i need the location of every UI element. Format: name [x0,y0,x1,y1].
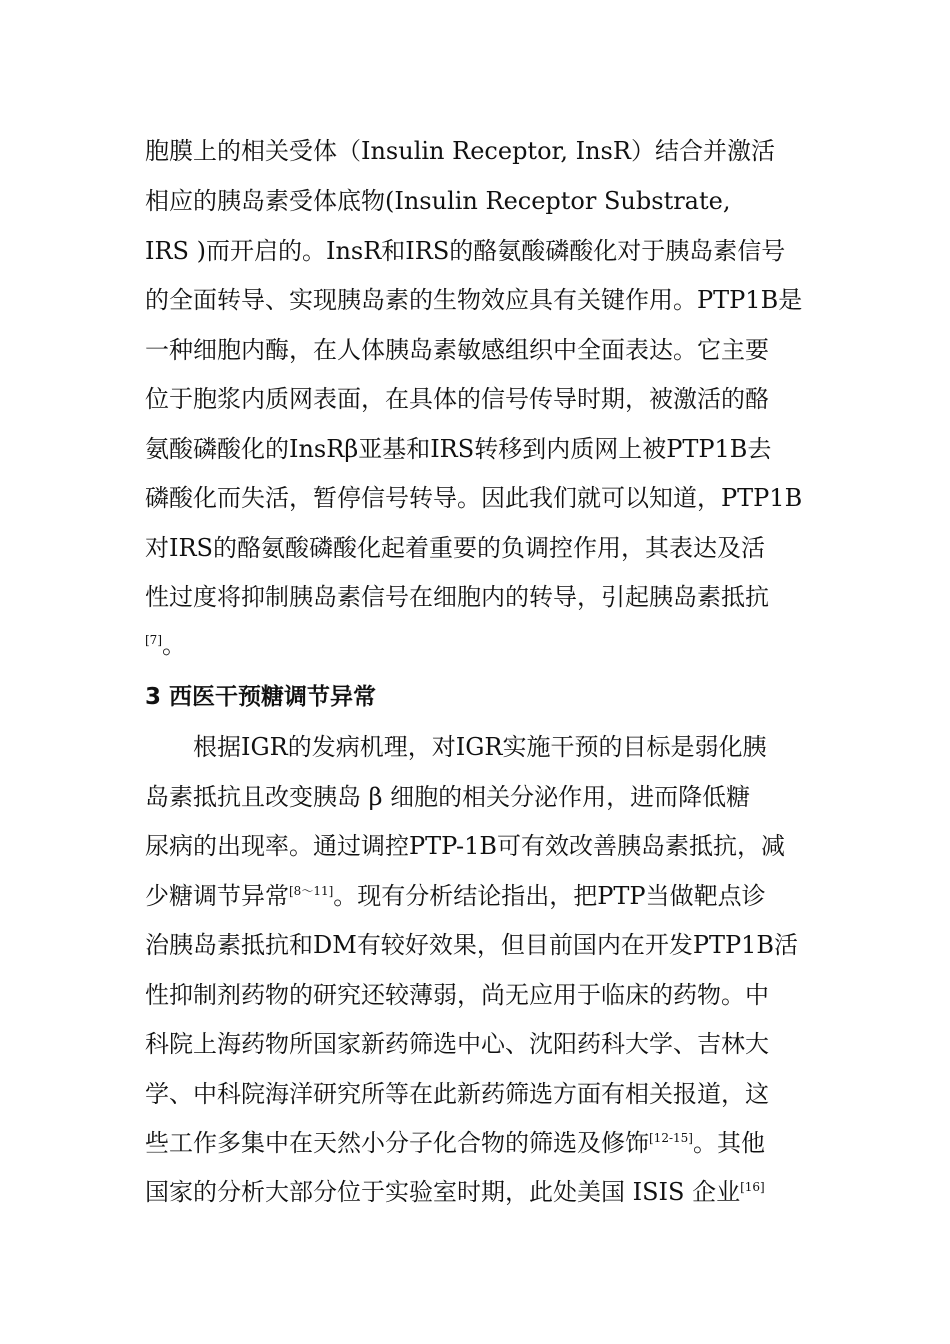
text-fragment: 。其他 [692,1129,765,1157]
text-line: 岛素抵抗且改变胰岛 β 细胞的相关分泌作用，进而降低糖 [145,783,751,811]
text-fragment: 。现有分析结论指出，把PTP当做靶点诊 [333,882,766,910]
text-fragment: 些工作多集中在天然小分子化合物的筛选及修饰 [145,1129,649,1157]
text-line: 一种细胞内酶，在人体胰岛素敏感组织中全面表达。它主要 [145,336,769,364]
text-line: IRS )而开启的。InsR和IRS的酪氨酸磷酸化对于胰岛素信号 [145,237,786,265]
text-line: 磷酸化而失活，暂停信号转导。因此我们就可以知道，PTP1B [145,484,803,512]
text-line: 根据IGR的发病机理，对IGR实施干预的目标是弱化胰 [193,733,767,761]
text-line: 性过度将抑制胰岛素信号在细胞内的转导，引起胰岛素抵抗 [145,583,769,611]
text-line: 相应的胰岛素受体底物(Insulin Receptor Substrate, [145,187,731,215]
citation-ref: [7] [145,633,162,647]
text-line: 治胰岛素抵抗和DM有较好效果，但目前国内在开发PTP1B活 [145,931,799,959]
text-line: 的全面转导、实现胰岛素的生物效应具有关键作用。PTP1B是 [145,286,803,314]
text-line [145,876,810,916]
text-line: 尿病的出现率。通过调控PTP-1B可有效改善胰岛素抵抗，减 [145,832,786,860]
text-line [145,1172,810,1212]
section-heading: 3 西医干预糖调节异常 [145,684,377,710]
citation-ref: [12-15] [649,1131,693,1145]
text-line: 氨酸磷酸化的InsRβ亚基和IRS转移到内质网上被PTP1B去 [145,435,772,463]
text-line: 位于胞浆内质网表面，在具体的信号传导时期，被激活的酪 [145,385,769,413]
text-fragment: 。 [162,631,186,659]
citation-ref: [8～11] [289,884,334,898]
text-line [145,625,810,665]
text-fragment: 国家的分析大部分位于实验室时期，此处美国 ISIS 企业 [145,1178,741,1206]
text-fragment: 少糖调节异常 [145,882,289,910]
text-line: 科院上海药物所国家新药筛选中心、沈阳药科大学、吉林大 [145,1030,769,1058]
text-line [145,1123,810,1163]
text-line: 性抑制剂药物的研究还较薄弱，尚无应用于临床的药物。中 [145,981,769,1009]
citation-ref: [16] [740,1180,765,1194]
text-line: 胞膜上的相关受体（Insulin Receptor, InsR）结合并激活 [145,137,775,165]
text-line: 学、中科院海洋研究所等在此新药筛选方面有相关报道，这 [145,1080,769,1108]
text-line: 对IRS的酪氨酸磷酸化起着重要的负调控作用，其表达及活 [145,534,765,562]
